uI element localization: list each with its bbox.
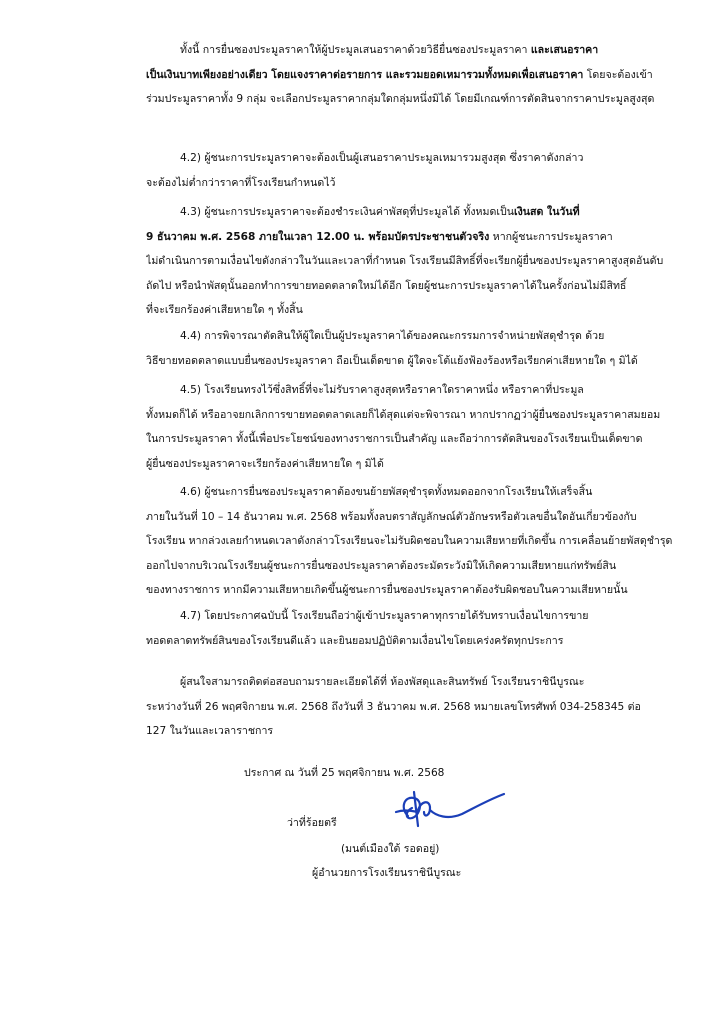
text-line: ผู้สนใจสามารถติดต่อสอบถามรายละเอียดได้ที่ ห้องพัสดุและสินทรัพย์ โรงเรียนราชินีบูรณะ <box>180 676 585 688</box>
text-line: 4.2) ผู้ชนะการประมูลราคาจะต้องเป็นผู้เสนอราคาประมูลเหมารวมสูงสุด ซึ่งราคาดังกล่าว <box>180 152 584 164</box>
announcement-date: ประกาศ ณ วันที่ 25 พฤศจิกายน พ.ศ. 2568 <box>244 767 445 779</box>
text-line: ผู้ยื่นซองประมูลราคาจะเรียกร้องค่าเสียหายใด ๆ มิได้ <box>146 457 384 470</box>
text-line: 4.3) ผู้ชนะการประมูลราคาจะต้องชำระเงินค่าพัสดุที่ประมูลได้ ทั้งหมดเป็นเงินสด ในวันที่ <box>180 206 580 218</box>
handwritten-signature <box>378 786 508 832</box>
text-line: ในการประมูลราคา ทั้งนี้เพื่อประโยชน์ของทางราชการเป็นสำคัญ และถือว่าการตัดสินของโรงเรียนเป็นเด็ดขาด <box>146 433 643 445</box>
text-line: ทั้งหมดก็ได้ หรืออาจยกเลิกการขายทอดตลาดเลยก็ได้สุดแต่จะพิจารณา หากปรากฏว่าผู้ยื่นซองประมูลราคาสมยอม <box>146 408 661 421</box>
text-line: ออกไปจากบริเวณโรงเรียนผู้ชนะการยื่นซองประมูลราคาต้องระมัดระวังมิให้เกิดความเสียหายแก่ทรัพย์สิน <box>146 559 617 572</box>
text-line: 127 ในวันและเวลาราชการ <box>146 725 274 737</box>
text-line: ระหว่างวันที่ 26 พฤศจิกายน พ.ศ. 2568 ถึงวันที่ 3 ธันวาคม พ.ศ. 2568 หมายเลขโทรศัพท์ 034-258345 ต่อ <box>146 700 641 713</box>
text-line: ถัดไป หรือนำพัสดุนั้นออกทำการขายทอดตลาดใหม่ได้อีก โดยผู้ชนะการประมูลราคาได้ในครั้งก่อนไม่มีสิทธิ์ <box>146 279 627 292</box>
paragraph-4-5 <box>146 378 678 476</box>
text-line: ทั้งนี้ การยื่นซองประมูลราคาให้ผู้ประมูลเสนอราคาด้วยวิธียื่นซองประมูลราคา และเสนอราคา <box>180 44 599 56</box>
text-line: โรงเรียน หากล่วงเลยกำหนดเวลาดังกล่าวโรงเรียนจะไม่รับผิดชอบในความเสียหายที่เกิดขึ้น การเคลื่อนย้ายพัสดุชำรุด <box>146 535 673 547</box>
text-line: ทอดตลาดทรัพย์สินของโรงเรียนดีแล้ว และยินยอมปฏิบัติตามเงื่อนไขโดยเคร่งครัดทุกประการ <box>146 634 564 647</box>
text-line: ภายในวันที่ 10 – 14 ธันวาคม พ.ศ. 2568 พร้อมทั้งลบตราสัญลักษณ์ตัวอักษรหรือตัวเลขอื่นใดอันเกี่ยวข้องกับ <box>146 510 637 523</box>
text-line: ของทางราชการ หากมีความเสียหายเกิดขึ้นผู้ชนะการยื่นซองประมูลราคาต้องรับผิดชอบในความเสียหายนั้น <box>146 584 628 596</box>
text-line: ที่จะเรียกร้องค่าเสียหายใด ๆ ทั้งสิ้น <box>146 304 303 316</box>
text-line: เป็นเงินบาทเพียงอย่างเดียว โดยแจงราคาต่อรายการ และรวมยอดเหมารวมทั้งหมดเพื่อเสนอราคา โดยจะต้องเข้า <box>146 68 653 81</box>
signer-rank-prefix: ว่าที่ร้อยตรี <box>287 817 337 829</box>
paragraph-4-6 <box>146 480 678 603</box>
paragraph-4-4 <box>146 324 678 373</box>
paragraph-bid-submission <box>146 38 678 112</box>
paragraph-4-3 <box>146 200 678 323</box>
signer-name: (มนต์เมืองใต้ รอดอยู่) <box>341 843 440 855</box>
text-line: วิธีขายทอดตลาดแบบยื่นซองประมูลราคา ถือเป็นเด็ดขาด ผู้ใดจะโต้แย้งฟ้องร้องหรือเรียกค่าเสียหายใด ๆ มิได้ <box>146 354 638 367</box>
paragraph-4-7 <box>146 604 678 653</box>
text-line: 4.5) โรงเรียนทรงไว้ซึ่งสิทธิ์ที่จะไม่รับราคาสูงสุดหรือราคาใดราคาหนึ่ง หรือราคาที่ประมูล <box>180 384 584 396</box>
text-line: 4.6) ผู้ชนะการยื่นซองประมูลราคาต้องขนย้ายพัสดุชำรุดทั้งหมดออกจากโรงเรียนให้เสร็จสิ้น <box>180 486 593 498</box>
paragraph-4-2 <box>146 146 678 195</box>
text-line: 9 ธันวาคม พ.ศ. 2568 ภายในเวลา 12.00 น. พร้อมบัตรประชาชนตัวจริง หากผู้ชนะการประมูลราคา <box>146 230 613 243</box>
text-line: ร่วมประมูลราคาทั้ง 9 กลุ่ม จะเลือกประมูลราคากลุ่มใดกลุ่มหนึ่งมิได้ โดยมีเกณฑ์การตัดสินจากราคาประมูลสูงสุด <box>146 93 655 105</box>
text-line: 4.4) การพิจารณาตัดสินให้ผู้ใดเป็นผู้ประมูลราคาได้ของคณะกรรมการจำหน่ายพัสดุชำรุด ด้วย <box>180 330 605 342</box>
text-line: 4.7) โดยประกาศฉบับนี้ โรงเรียนถือว่าผู้เข้าประมูลราคาทุกรายได้รับทราบเงื่อนไขการขาย <box>180 610 589 622</box>
text-line: ไม่ดำเนินการตามเงื่อนไขดังกล่าวในวันและเวลาที่กำหนด โรงเรียนมีสิทธิ์ที่จะเรียกผู้ยื่นซองประมูลราคาสูงสุดอันดับ <box>146 255 664 267</box>
text-line: จะต้องไม่ต่ำกว่าราคาที่โรงเรียนกำหนดไว้ <box>146 176 336 189</box>
signer-title: ผู้อำนวยการโรงเรียนราชินีบูรณะ <box>312 867 462 879</box>
paragraph-contact <box>146 670 678 744</box>
